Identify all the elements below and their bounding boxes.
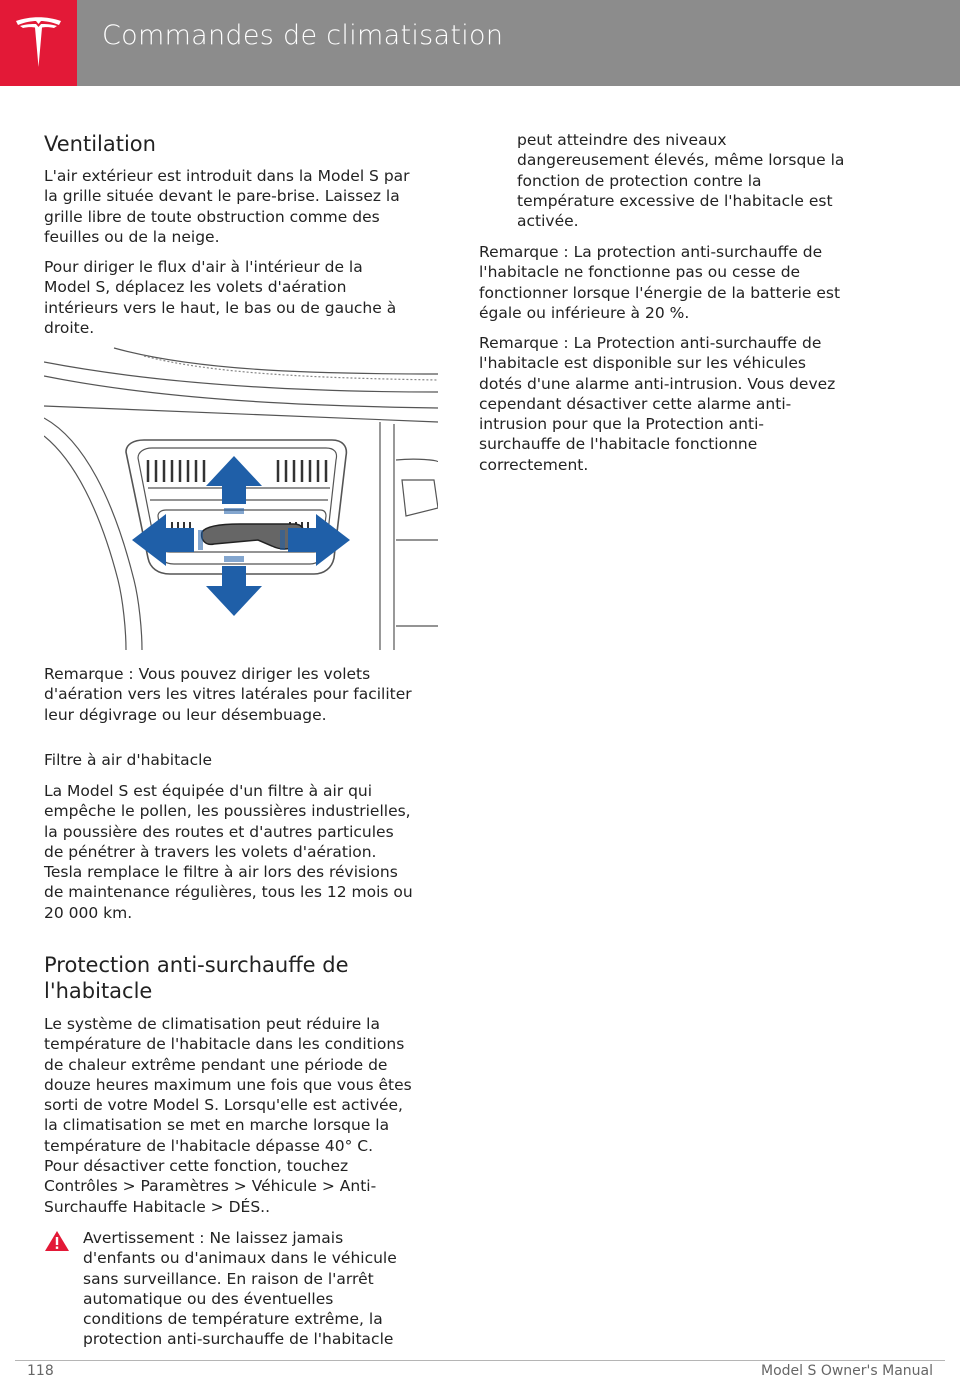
text-line: d'enfants ou d'animaux dans le véhicule [83, 1249, 397, 1268]
text-line: feuilles ou de la neige. [44, 227, 220, 246]
warning-triangle-icon [44, 1230, 70, 1252]
brand-logo [0, 0, 77, 86]
heading-line: l'habitacle [44, 979, 153, 1003]
text-line: température excessive de l'habitacle est [517, 191, 833, 210]
text-line: leur dégivrage ou leur désembuage. [44, 705, 327, 724]
text-line: intérieurs vers le haut, le bas ou de gauche à [44, 298, 397, 317]
text-line: de maintenance régulières, tous les 12 mois ou [44, 883, 413, 902]
text-line: Remarque : La protection anti-surchauffe de [479, 243, 823, 261]
air-vent-illustration [44, 340, 438, 650]
text-line: empêche le pollen, les poussières industrielles, [44, 802, 411, 821]
text-line: Le système de climatisation peut réduire la [44, 1015, 380, 1033]
text-line: conditions de température extrême, la [83, 1310, 383, 1329]
text-line: la grille située devant le pare-brise. Laissez la [44, 187, 400, 206]
text-line: d'aération vers les vitres latérales pour faciliter [44, 685, 412, 704]
manual-title: Model S Owner's Manual [761, 1363, 933, 1379]
text-line: dotés d'une alarme anti-intrusion. Vous devez [479, 374, 836, 393]
note-vents [44, 664, 412, 725]
filter-heading: Filtre à air d'habitacle [44, 751, 213, 769]
text-line: La Model S est équipée d'un filtre à air qui [44, 782, 373, 800]
text-line: droite. [44, 318, 95, 337]
text-line: cependant désactiver cette alarme anti- [479, 394, 792, 413]
text-line: Model S, déplacez les volets d'aération [44, 278, 347, 297]
text-line: température de l'habitacle dans les conditions [44, 1035, 405, 1054]
text-line: l'habitacle est disponible sur les véhicules [479, 354, 806, 373]
text-line: Contrôles > Paramètres > Véhicule > Anti- [44, 1177, 377, 1196]
filter-paragraph [44, 781, 413, 923]
ventilation-heading: Ventilation [44, 132, 156, 156]
footer-divider [15, 1360, 945, 1361]
text-line: douze heures maximum une fois que vous êtes [44, 1075, 412, 1094]
text-line: sans surveillance. En raison de l'arrêt [83, 1269, 374, 1288]
warning-text-continued [517, 130, 844, 231]
warning-text [83, 1228, 397, 1350]
text-line: intrusion pour que la Protection anti- [479, 415, 764, 434]
text-line: fonction de protection contre la [517, 171, 762, 190]
ventilation-paragraph-1 [44, 166, 410, 247]
text-line: automatique ou des éventuelles [83, 1289, 334, 1308]
note-battery [479, 242, 840, 323]
text-line: fonctionner lorsque l'énergie de la batterie est [479, 283, 841, 302]
page-number: 118 [27, 1363, 54, 1379]
cop-heading [44, 952, 349, 1004]
text-line: de chaleur extrême pendant une période de [44, 1055, 388, 1074]
tesla-logo-icon [14, 15, 63, 71]
text-line: surchauffe de l'habitacle fonctionne [479, 435, 758, 454]
text-line: la climatisation se met en marche lorsque la [44, 1116, 390, 1135]
text-line: L'air extérieur est introduit dans la Model S par [44, 167, 410, 185]
page-header [0, 0, 960, 86]
heading-line: Protection anti-surchauffe de [44, 953, 349, 977]
text-line: 20 000 km. [44, 903, 133, 922]
note-alarm [479, 333, 835, 475]
ventilation-paragraph-2 [44, 257, 396, 338]
text-line: Tesla remplace le filtre à air lors des révisions [44, 863, 398, 882]
text-line: dangereusement élevés, même lorsque la [517, 151, 845, 170]
text-line: correctement. [479, 455, 589, 474]
text-line: température de l'habitacle dépasse 40° C. [44, 1136, 374, 1155]
page-title: Commandes de climatisation [102, 20, 504, 51]
text-line: activée. [517, 212, 579, 231]
cop-paragraph [44, 1014, 412, 1217]
text-line: Pour désactiver cette fonction, touchez [44, 1157, 349, 1176]
text-line: Remarque : La Protection anti-surchauffe de [479, 334, 822, 352]
text-line: peut atteindre des niveaux [517, 131, 727, 149]
text-line: grille libre de toute obstruction comme des [44, 207, 380, 226]
text-line: la poussière des routes et d'autres particules [44, 822, 394, 841]
text-line: protection anti-surchauffe de l'habitacle [83, 1330, 394, 1349]
text-line: l'habitacle ne fonctionne pas ou cesse de [479, 263, 801, 282]
text-line: Pour diriger le flux d'air à l'intérieur de la [44, 258, 363, 276]
text-line: égale ou inférieure à 20 %. [479, 303, 690, 322]
text-line: Surchauffe Habitacle > DÉS.. [44, 1197, 271, 1216]
text-line: sorti de votre Model S. Lorsqu'elle est activée, [44, 1096, 403, 1115]
text-line: de pénétrer à travers les volets d'aération. [44, 842, 377, 861]
text-line: Remarque : Vous pouvez diriger les volets [44, 665, 371, 683]
text-line: Avertissement : Ne laissez jamais [83, 1229, 344, 1247]
